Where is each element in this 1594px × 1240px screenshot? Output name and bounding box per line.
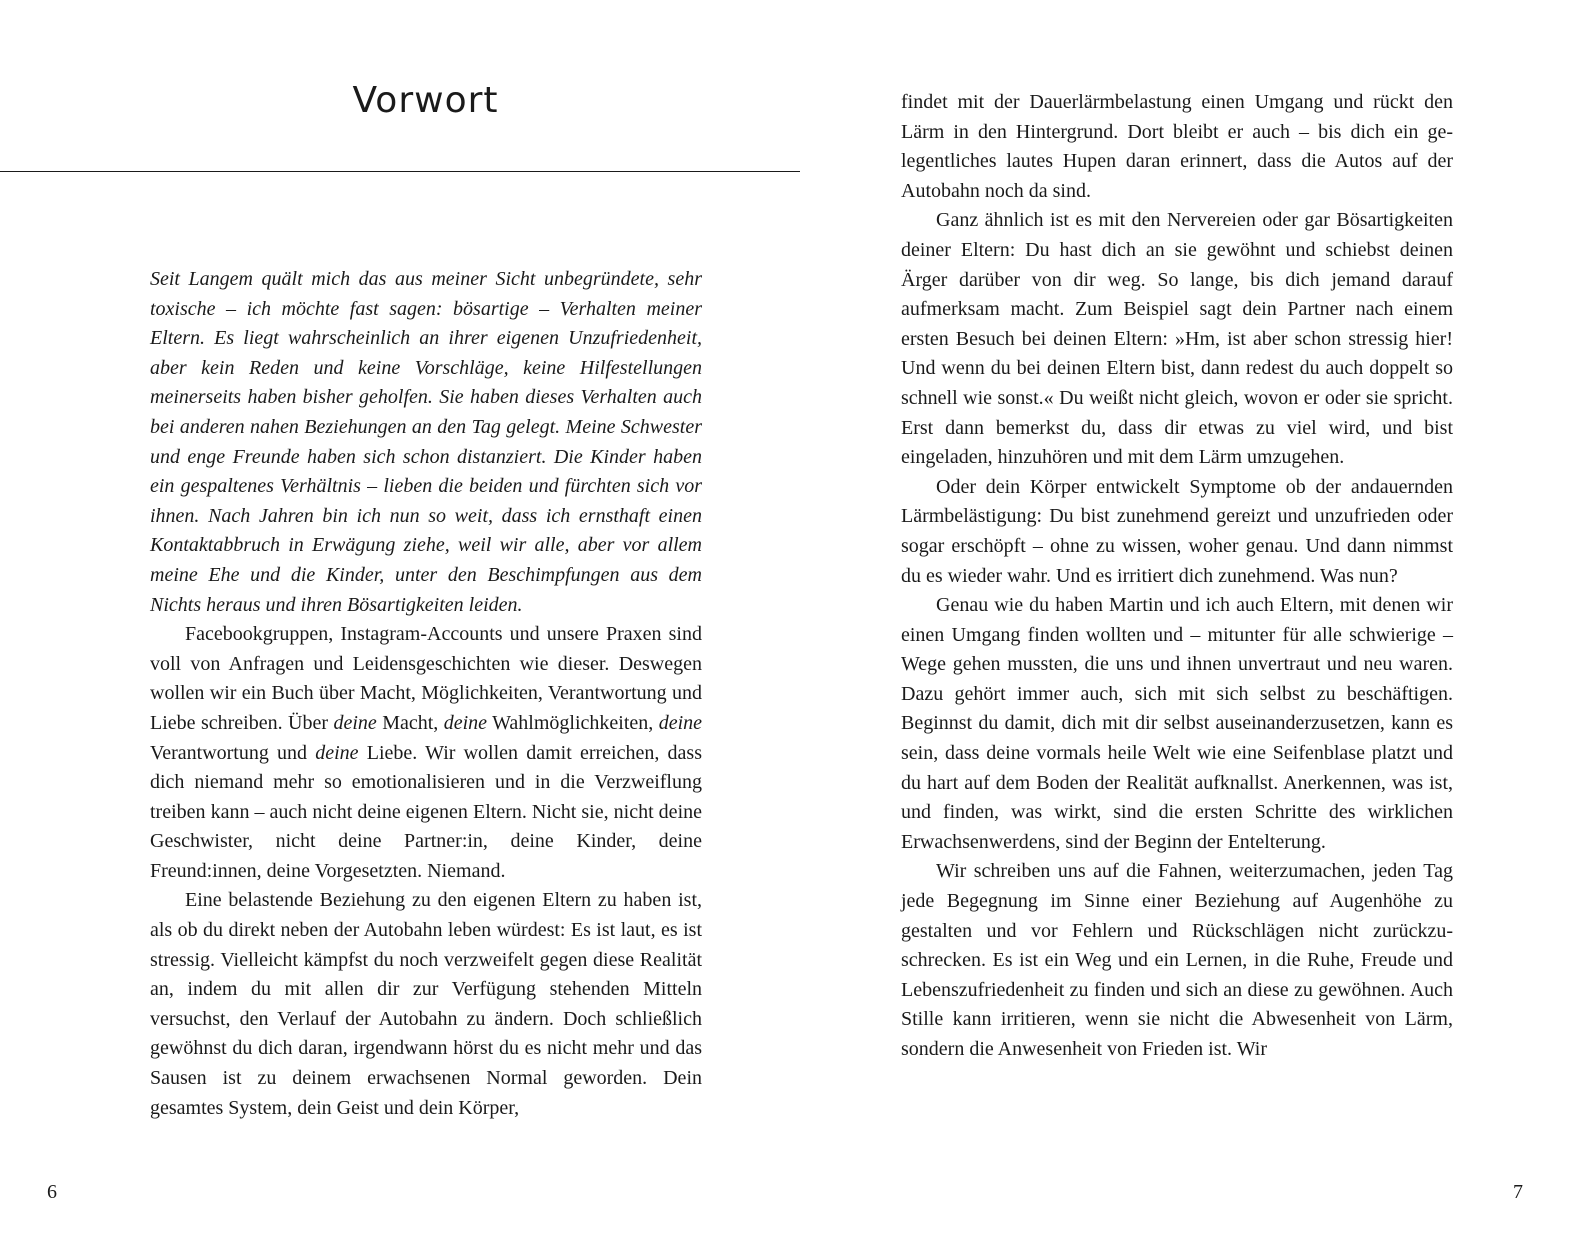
page-number-left: 6: [47, 1181, 57, 1203]
page-number-right: 7: [1513, 1181, 1523, 1203]
body-paragraph-continued: findet mit der Dauerlärmbelastung einen Umgang und rückt den Lärm in den Hintergrund. Dort bleibt er auch – bis dich ein gelegentliches lautes Hupen daran erinnert, dass die Autos auf der Autobahn noch da sind.: [901, 91, 1453, 202]
reader-quote: Seit Langem quält mich das aus meiner Sicht unbegründete, sehr toxische – ich möchte fast sagen: bösartige – Verhalten meiner Eltern. Es liegt wahrscheinlich an ihrer eigenen Unzufriedenheit, aber kein Reden und keine Vorschläge, keine Hilfestellungen meinerseits haben bisher geholfen. Sie haben dieses Verhalten auch bei anderen nahen Beziehungen an den Tag gelegt. Meine Schwester und enge Freunde haben sich schon distanziert. Die Kinder haben ein gespaltenes Verhältnis – lieben die beiden und fürchten sich vor ihnen. Nach Jahren bin ich nun so weit, dass ich ernsthaft einen Kontaktabbruch in Erwägung ziehe, weil wir alle, aber vor allem meine Ehe und die Kinder, unter den Beschimpfungen aus dem Nichts heraus und ihren Bösartigkeiten leiden.: [150, 268, 702, 616]
body-paragraph: Genau wie du haben Martin und ich auch Eltern, mit denen wir einen Umgang finden wollten und – mitunter für alle schwierige – Wege gehen mussten, die uns und ihnen unvertraut und neu waren. Dazu gehört immer auch, sich mit sich selbst zu beschäftigen. Beginnst du damit, dich mit dir selbst auseinanderzusetzen, kann es sein, dass deine vormals heile Welt wie eine Seifenblase platzt und du hart auf dem Boden der Realität aufknallst. Anerkennen, was ist, und finden, was wirkt, sind die ersten Schritte des wirklichen Erwachsenwerdens, sind der Beginn der Entelterung.: [901, 594, 1453, 853]
title-rule: [0, 171, 800, 172]
body-paragraph: [150, 620, 702, 886]
emphasis: deine: [658, 711, 702, 734]
text-run: Wahlmöglichkeiten,: [487, 711, 659, 734]
right-text-block: [901, 88, 1453, 1065]
body-paragraph: Wir schreiben uns auf die Fahnen, weiterzumachen, jeden Tag jede Begegnung im Sinne einer Beziehung auf Augenhöhe zu gestalten und vor Fehlern und Rückschlägen nicht zurückzuschrecken. Es ist ein Weg und ein Lernen, in die Ruhe, Freude und Lebenszufriedenheit zu finden und sich an diese zu gewöhnen. Auch Stille kann irritieren, wenn sie nicht die Abwesenheit von Lärm, sondern die Anwesenheit von Frieden ist. Wir: [901, 860, 1453, 1060]
text-run: Facebookgruppen, Instagram-Accounts und unsere Praxen sind voll von Anfragen und Leidensgeschichten wie dieser. Deswegen wollen wir ein Buch über Macht, Möglichkeiten, Verantwortung und Liebe schreiben. Über: [150, 623, 702, 734]
body-paragraph: Ganz ähnlich ist es mit den Nervereien oder gar Bösartigkeiten deiner Eltern: Du hast dich an sie gewöhnt und schiebst deinen Ärger darüber von dir weg. So lange, bis dich jemand darauf aufmerksam macht. Zum Beispiel sagt dein Partner nach einem ersten Besuch bei deinen Eltern: »Hm, ist aber schon stressig hier! Und wenn du bei deinen Eltern bist, dann redest du auch doppelt so schnell wie sonst.« Du weißt nicht gleich, wovon er oder sie spricht. Erst dann bemerkst du, dass dir etwas zu viel wird, und bist eingeladen, hinzuhören und mit dem Lärm umzugehen.: [901, 209, 1453, 469]
right-page: [797, 0, 1594, 1240]
emphasis: deine: [443, 711, 488, 734]
text-run: Macht,: [376, 711, 444, 734]
chapter-title: Vorwort: [352, 80, 499, 121]
emphasis: deine: [315, 741, 359, 764]
emphasis: deine: [333, 711, 377, 734]
left-text-block: [150, 265, 702, 1123]
text-run: Liebe. Wir wollen damit erreichen, dass dich niemand mehr so emotionalisieren und in die Verzweiflung treiben kann – auch nicht deine eigenen Eltern. Nicht sie, nicht deine Geschwister, nicht deine Partner:in, deine Kinder, deine Freund:innen, deine Vorgesetzten. Niemand.: [150, 741, 702, 882]
body-paragraph: Oder dein Körper entwickelt Symptome ob der andauernden Lärmbelästigung: Du bist zunehmend gereizt und unzufrieden oder sogar erschöpft – ohne zu wissen, woher genau. Und dann nimmst du es wieder wahr. Und es irritiert dich zunehmend. Was nun?: [901, 475, 1453, 587]
body-paragraph: Eine belastende Beziehung zu den eigenen Eltern zu haben ist, als ob du direkt neben der Autobahn leben würdest: Es ist laut, es ist stressig. Vielleicht kämpfst du noch verzweifelt gegen diese Realität an, indem du mit allen dir zur Verfügung stehenden Mitteln versuchst, den Verlauf der Autobahn zu ändern. Doch schließlich gewöhnst du dich daran, irgendwann hörst du es nicht mehr und das Sausen ist zu deinem erwachsenen Normal geworden. Dein gesamtes System, dein Geist und dein Körper,: [150, 889, 702, 1119]
text-run: Verantwortung und: [150, 741, 316, 764]
